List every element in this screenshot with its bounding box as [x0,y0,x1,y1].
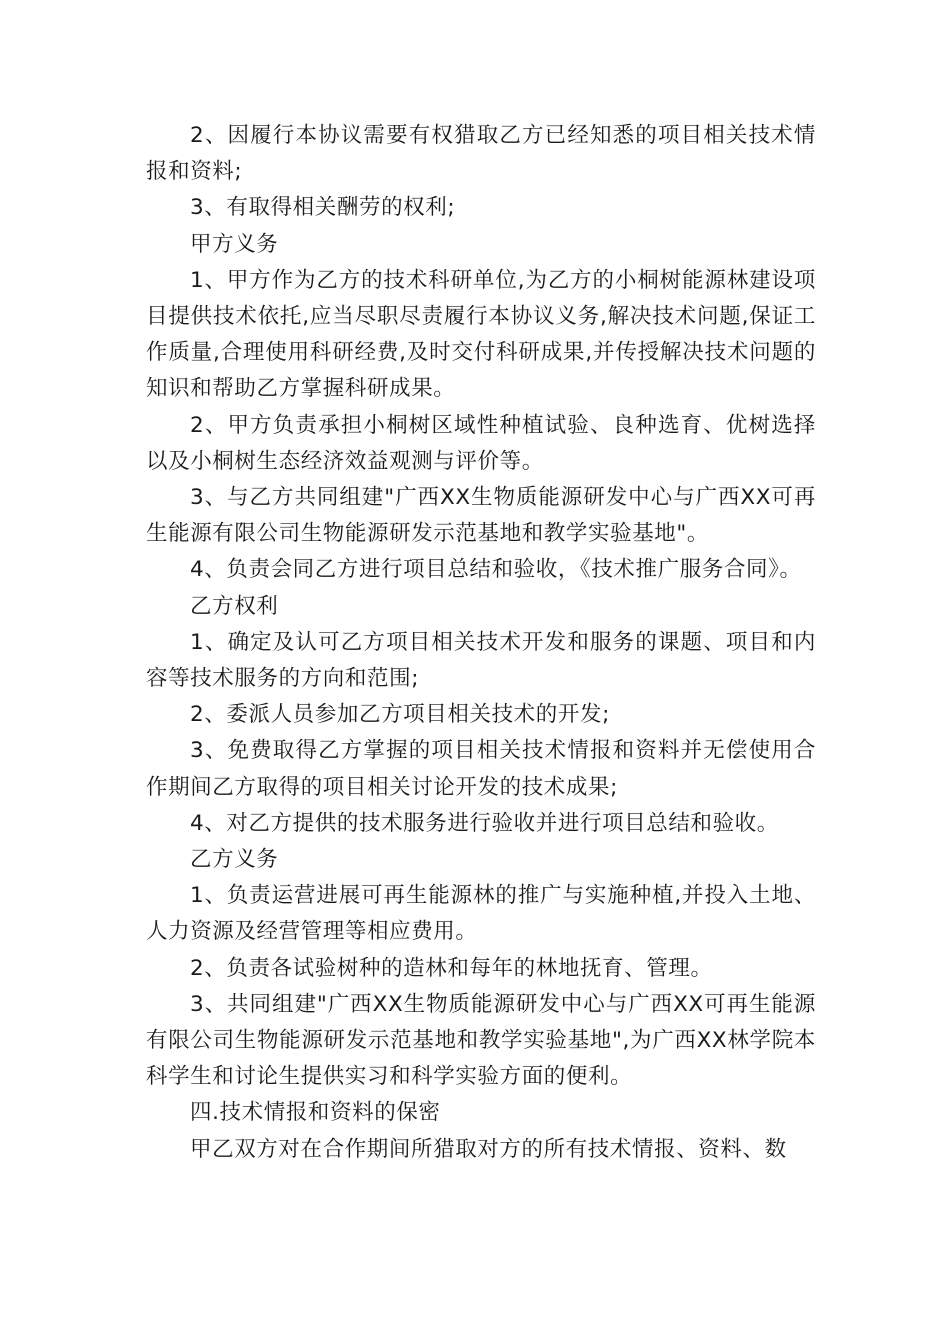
paragraph: 2、委派人员参加乙方项目相关技术的开发; [190,702,610,728]
paragraph: 1、甲方作为乙方的技术科研单位,为乙方的小桐树能源林建设项目提供技术依托,应当尽职尽责履行本协议义务,解决技术问题,保证工作质量,合理使用科研经费,及时交付科研成果,并传授解决技术问题的知识和帮助乙方掌握科研成果。 [146,267,816,402]
section-heading: 乙方义务 [190,847,279,873]
section-heading: 四.技术情报和资料的保密 [190,1100,441,1126]
paragraph: 2、甲方负责承担小桐树区域性种植试验、良种选育、优树选择以及小桐树生态经济效益观测与评价等。 [146,412,816,474]
section-heading: 乙方权利 [190,593,279,619]
paragraph: 1、负责运营进展可再生能源林的推广与实施种植,并投入土地、人力资源及经营管理等相应费用。 [146,883,816,945]
paragraph: 3、免费取得乙方掌握的项目相关技术情报和资料并无偿使用合作期间乙方取得的项目相关讨论开发的技术成果; [146,738,816,800]
paragraph: 甲乙双方对在合作期间所猎取对方的所有技术情报、资料、数 [190,1136,787,1162]
paragraph: 4、对乙方提供的技术服务进行验收并进行项目总结和验收。 [190,810,779,836]
paragraph: 1、确定及认可乙方项目相关技术开发和服务的课题、项目和内容等技术服务的方向和范围; [146,629,816,692]
paragraph: 3、与乙方共同组建"广西XX生物质能源研发中心与广西XX可再生能源有限公司生物能源研发示范基地和教学实验基地"。 [146,485,816,547]
document-body [146,118,816,1168]
paragraph: 3、共同组建"广西XX生物质能源研发中心与广西XX可再生能源有限公司生物能源研发示范基地和教学实验基地",为广西XX林学院本科学生和讨论生提供实习和科学实验方面的便利。 [146,991,816,1090]
section-heading: 甲方义务 [190,231,279,257]
paragraph: 3、有取得相关酬劳的权利; [190,195,456,221]
paragraph: 2、负责各试验树种的造林和每年的林地抚育、管理。 [190,955,713,981]
paragraph: 4、负责会同乙方进行项目总结和验收，《技术推广服务合同》。 [190,557,802,583]
paragraph: 2、因履行本协议需要有权猎取乙方已经知悉的项目相关技术情报和资料; [146,123,816,185]
